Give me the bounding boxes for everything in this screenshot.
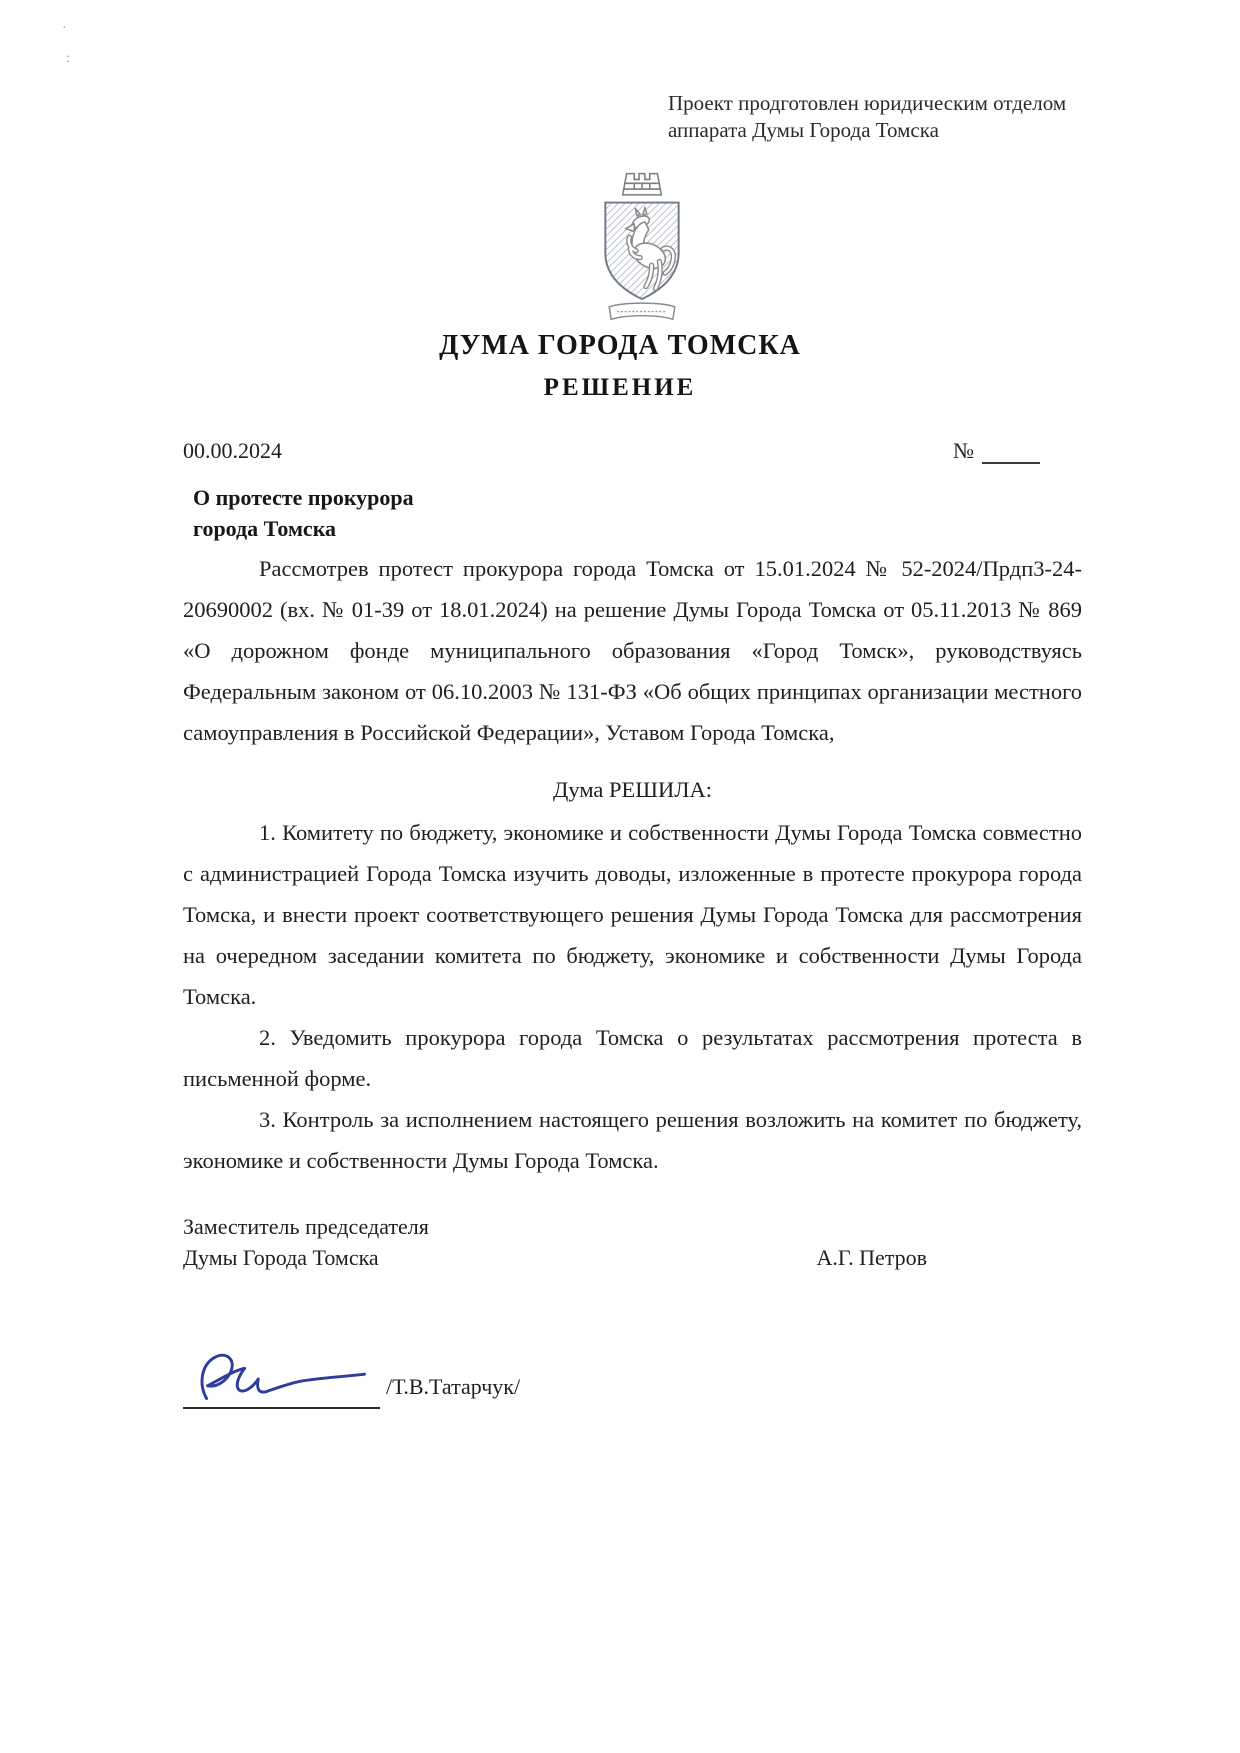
handwritten-signature-icon — [191, 1345, 386, 1415]
preparation-note-line1: Проект продготовлен юридическим отделом — [668, 91, 1067, 115]
number-sign: № — [953, 438, 974, 463]
subject-line1: О протесте прокурора — [193, 485, 414, 510]
date-number-row — [183, 438, 1082, 464]
organization-title: ДУМА ГОРОДА ТОМСКА — [439, 330, 801, 361]
document-body — [183, 548, 1082, 1409]
resolution-item-1: 1. Комитету по бюджету, экономике и собственности Думы Города Томска совместно с администрацией Города Томска изучить доводы, изложенные в протесте прокурора города Томска, и внести проект соответствующего решения Думы Города Томска для рассмотрения на очередном заседании комитета по бюджету, экономике и собственности Думы Города Томска. — [183, 820, 1082, 1009]
scan-speck: : — [66, 51, 70, 66]
tomsk-coat-of-arms-icon — [594, 164, 690, 328]
preparation-note-line2: аппарата Думы Города Томска — [668, 118, 939, 142]
document-type-title: РЕШЕНИЕ — [543, 374, 697, 401]
resolution-item-3: 3. Контроль за исполнением настоящего решения возложить на комитет по бюджету, экономике и собственности Думы Города Томска. — [183, 1107, 1082, 1173]
subject-line2: города Томска — [193, 516, 337, 541]
preamble-paragraph: Рассмотрев протест прокурора города Томска от 15.01.2024 № 52-2024/Прдп3-24-20690002 (вх. № 01-39 от 18.01.2024) на решение Думы Города Томска от 05.11.2013 № 869 «О дорожном фонде муниципального образования «Город Томск», руководствуясь Федеральным законом от 06.10.2003 № 131-ФЗ «Об общих принципах организации местного самоуправления в Российской Федерации», Уставом Города Томска, — [183, 556, 1082, 745]
document-date: 00.00.2024 — [183, 438, 282, 463]
signer-position — [183, 1211, 429, 1273]
resolution-item-2: 2. Уведомить прокурора города Томска о результатах рассмотрения протеста в письменной форме. — [183, 1025, 1082, 1091]
document-subject — [193, 482, 414, 544]
signer-position-line1: Заместитель председателя — [183, 1214, 429, 1239]
closing-block — [183, 1211, 1082, 1273]
signature-line — [183, 1337, 380, 1409]
preparation-note — [668, 90, 1108, 144]
signer-position-line2: Думы Города Томска — [183, 1245, 379, 1270]
document-number — [953, 438, 1040, 464]
number-blank-line — [982, 440, 1040, 464]
executor-name: /Т.В.Татарчук/ — [386, 1374, 521, 1399]
scan-speck: · — [62, 21, 67, 36]
signature-row — [183, 1337, 1082, 1409]
signer-name: А.Г. Петров — [816, 1245, 927, 1270]
resolution-heading: Дума РЕШИЛА: — [553, 777, 712, 802]
